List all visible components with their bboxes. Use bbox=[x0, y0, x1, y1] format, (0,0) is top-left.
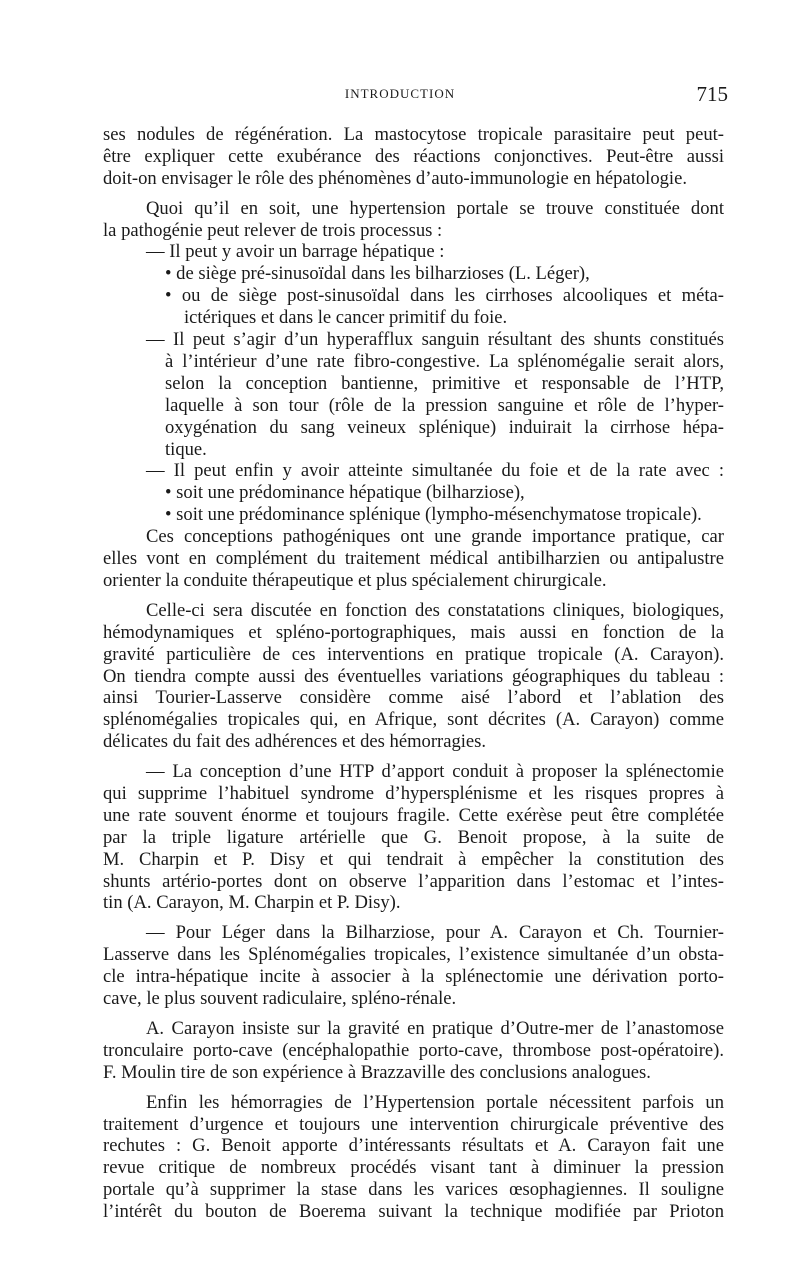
page-header bbox=[0, 84, 800, 108]
text-line: délicates du fait des adhérences et des hémorragies. bbox=[103, 731, 487, 753]
text-line: — Il peut enfin y avoir atteinte simultanée du foie et de la rate avec : bbox=[146, 460, 724, 482]
text-line: shunts artério-portes dont on observe l’apparition dans l’estomac et l’intes- bbox=[103, 870, 724, 892]
text-line: gravité particulière de ces interventions en pratique tropicale (A. Carayon). bbox=[103, 643, 724, 665]
body-text bbox=[103, 124, 724, 1223]
text-line: par la triple ligature artérielle que G. Benoit propose, à la suite de bbox=[103, 826, 724, 848]
text-line: M. Charpin et P. Disy et qui tendrait à empêcher la constitution des bbox=[103, 848, 724, 870]
text-line: elles vont en complément du traitement médical antibilharzien ou antipalustre bbox=[103, 548, 724, 570]
paragraph-gap bbox=[103, 914, 724, 922]
text-line: — Pour Léger dans la Bilharziose, pour A. Carayon et Ch. Tournier- bbox=[146, 922, 724, 944]
paragraph-gap bbox=[103, 1084, 724, 1092]
text-line: • soit une prédominance hépatique (bilharziose), bbox=[165, 482, 525, 504]
text-line: • de siège pré-sinusoïdal dans les bilharzioses (L. Léger), bbox=[165, 263, 590, 285]
running-title: INTRODUCTION bbox=[344, 86, 456, 101]
paragraph-gap bbox=[103, 190, 724, 198]
text-line: la pathogénie peut relever de trois processus : bbox=[103, 219, 443, 241]
text-line: une rate souvent énorme et toujours fragile. Cette exérèse peut être complétée bbox=[103, 804, 724, 826]
paragraph-gap bbox=[103, 592, 724, 600]
page-number: 715 bbox=[696, 82, 728, 106]
text-line: F. Moulin tire de son expérience à Brazzaville des conclusions analogues. bbox=[103, 1061, 651, 1083]
text-line: — Il peut y avoir un barrage hépatique : bbox=[146, 241, 445, 263]
text-line: • ou de siège post-sinusoïdal dans les cirrhoses alcooliques et méta- bbox=[165, 285, 724, 307]
text-line: tin (A. Carayon, M. Charpin et P. Disy). bbox=[103, 892, 401, 914]
text-line: • soit une prédominance splénique (lympho-mésenchymatose tropicale). bbox=[165, 504, 702, 526]
text-line: à l’intérieur d’une rate fibro-congestive. La splénomégalie serait alors, bbox=[165, 350, 724, 372]
text-line: ses nodules de régénération. La mastocytose tropicale parasitaire peut peut- bbox=[103, 124, 724, 145]
text-line: être expliquer cette exubérance des réactions conjonctives. Peut-être aussi bbox=[103, 145, 724, 167]
text-line: Enfin les hémorragies de l’Hypertension portale nécessitent parfois un bbox=[146, 1091, 724, 1113]
text-line: Quoi qu’il en soit, une hypertension portale se trouve constituée dont bbox=[146, 197, 724, 219]
text-line: ictériques et dans le cancer primitif du foie. bbox=[184, 307, 508, 329]
text-line: ainsi Tourier-Lasserve considère comme aisé l’abord et l’ablation des bbox=[103, 687, 724, 709]
paragraph-gap bbox=[103, 1010, 724, 1018]
text-line: cave, le plus souvent radiculaire, spléno-rénale. bbox=[103, 988, 457, 1010]
text-line: — Il peut s’agir d’un hyperafflux sanguin résultant des shunts constitués bbox=[146, 329, 724, 351]
text-line: traitement d’urgence et toujours une intervention chirurgicale préventive des bbox=[103, 1113, 724, 1135]
text-line: orienter la conduite thérapeutique et plus spécialement chirurgicale. bbox=[103, 569, 607, 591]
text-line: revue critique de nombreux procédés visant tant à diminuer la pression bbox=[103, 1157, 724, 1179]
text-line: A. Carayon insiste sur la gravité en pratique d’Outre-mer de l’anastomose bbox=[146, 1017, 724, 1039]
text-line: hémodynamiques et spléno-portographiques, mais aussi en fonction de la bbox=[103, 621, 724, 643]
text-line: selon la conception bantienne, primitive et responsable de l’HTP, bbox=[165, 372, 724, 394]
text-line: tronculaire porto-cave (encéphalopathie porto-cave, thrombose post-opératoire). bbox=[103, 1039, 724, 1061]
text-line: splénomégalies tropicales qui, en Afrique, sont décrites (A. Carayon) comme bbox=[103, 709, 724, 731]
text-line: doit-on envisager le rôle des phénomènes d’auto-immunologie en hépatologie. bbox=[103, 167, 687, 189]
text-line: Ces conceptions pathogéniques ont une grande importance pratique, car bbox=[146, 526, 724, 548]
text-line: tique. bbox=[165, 438, 207, 460]
text-line: l’intérêt du bouton de Boerema suivant la technique modifiée par Prioton bbox=[103, 1201, 724, 1223]
text-line: — La conception d’une HTP d’apport conduit à proposer la splénectomie bbox=[146, 761, 724, 783]
text-line: qui supprime l’habituel syndrome d’hypersplénisme et les risques propres à bbox=[103, 782, 724, 804]
text-line: oxygénation du sang veineux splénique) induirait la cirrhose hépa- bbox=[165, 416, 724, 438]
text-line: On tiendra compte aussi des éventuelles variations géographiques du tableau : bbox=[103, 665, 724, 687]
text-line: portale qu’à supprimer la stase dans les varices œsophagiennes. Il souligne bbox=[103, 1179, 724, 1201]
text-line: cle intra-hépatique incite à associer à la splénectomie une dérivation porto- bbox=[103, 966, 724, 988]
text-line: Celle-ci sera discutée en fonction des constatations cliniques, biologiques, bbox=[146, 599, 724, 621]
text-line: rechutes : G. Benoit apporte d’intéressants résultats et A. Carayon fait une bbox=[103, 1135, 724, 1157]
text-line: Lasserve dans les Splénomégalies tropicales, l’existence simultanée d’un obsta- bbox=[103, 944, 724, 966]
text-line: laquelle à son tour (rôle de la pression sanguine et rôle de l’hyper- bbox=[165, 394, 724, 416]
paragraph-gap bbox=[103, 753, 724, 761]
